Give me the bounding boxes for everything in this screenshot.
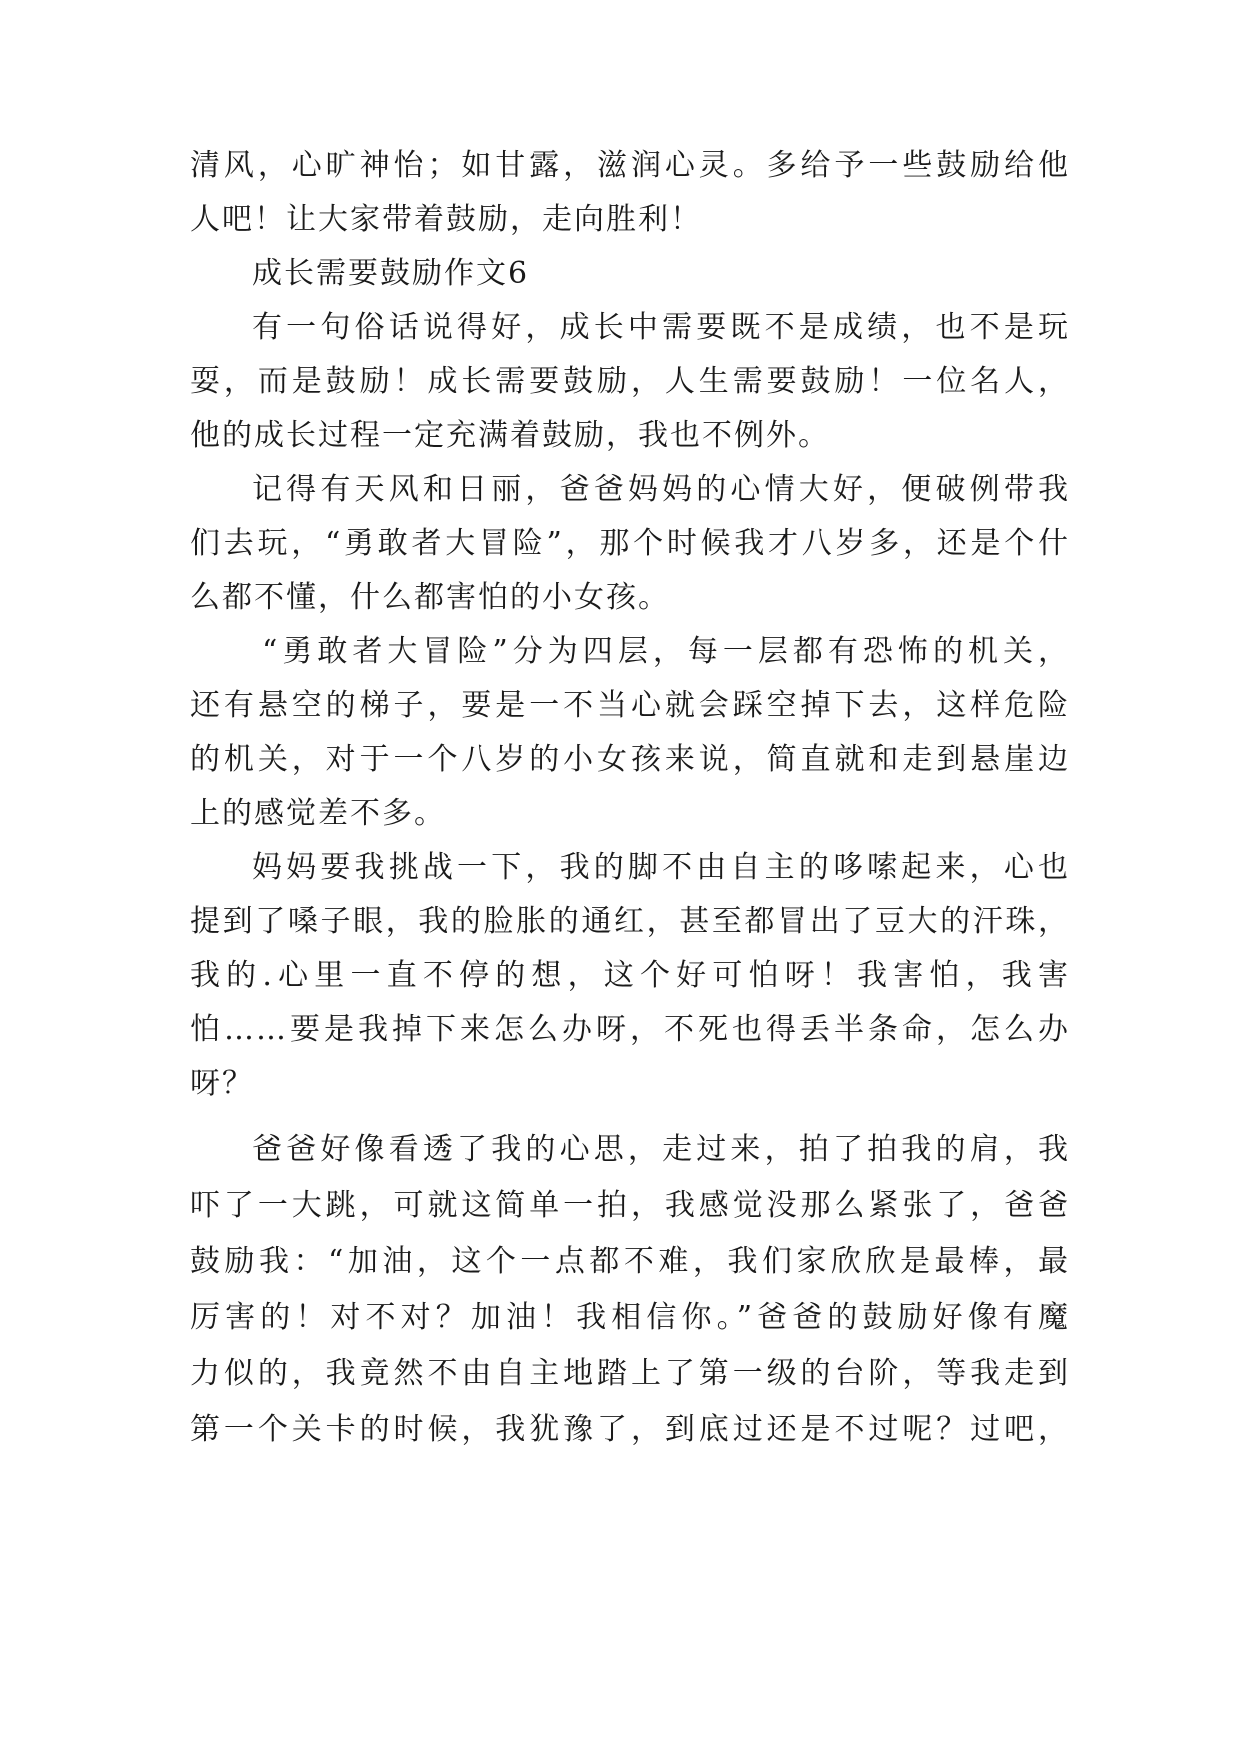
text-line: 么都不懂，什么都害怕的小女孩。 [190, 580, 670, 615]
text-line: 我的.心里一直不停的想，这个好可怕呀！我害怕，我害 [190, 958, 1070, 993]
text-line: 妈妈要我挑战一下，我的脚不由自主的哆嗦起来，心也 [252, 850, 1070, 885]
text-line: 第一个关卡的时候，我犹豫了，到底过还是不过呢？过吧， [190, 1412, 1070, 1447]
text-line: 的机关，对于一个八岁的小女孩来说，简直就和走到悬崖边 [190, 742, 1070, 777]
text-line: 清风，心旷神怡；如甘露，滋润心灵。多给予一些鼓励给他 [190, 148, 1070, 183]
text-line: 耍，而是鼓励！成长需要鼓励，人生需要鼓励！一位名人， [190, 364, 1070, 399]
text-line: 提到了嗓子眼，我的脸胀的通红，甚至都冒出了豆大的汗珠， [190, 904, 1070, 939]
text-line: 厉害的！对不对？加油！我相信你。”爸爸的鼓励好像有魔 [190, 1300, 1070, 1335]
text-line: “勇敢者大冒险”分为四层，每一层都有恐怖的机关， [262, 634, 1070, 669]
text-line: 有一句俗话说得好，成长中需要既不是成绩，也不是玩 [252, 310, 1070, 345]
text-line: 呀？ [190, 1066, 254, 1101]
text-line: 力似的，我竟然不由自主地踏上了第一级的台阶，等我走到 [190, 1356, 1070, 1391]
text-line: 他的成长过程一定充满着鼓励，我也不例外。 [190, 418, 830, 453]
text-line: 上的感觉差不多。 [190, 796, 446, 831]
text-line: 们去玩，“勇敢者大冒险”，那个时候我才八岁多，还是个什 [190, 526, 1070, 561]
text-line: 吓了一大跳，可就这简单一拍，我感觉没那么紧张了，爸爸 [190, 1188, 1070, 1223]
text-line: 怕……要是我掉下来怎么办呀，不死也得丢半条命，怎么办 [190, 1012, 1070, 1047]
text-line: 鼓励我：“加油，这个一点都不难，我们家欣欣是最棒，最 [190, 1244, 1070, 1279]
text-line: 人吧！让大家带着鼓励，走向胜利！ [190, 202, 702, 237]
section-heading: 成长需要鼓励作文6 [252, 256, 530, 291]
text-line: 记得有天风和日丽，爸爸妈妈的心情大好，便破例带我 [252, 472, 1070, 507]
text-line: 还有悬空的梯子，要是一不当心就会踩空掉下去，这样危险 [190, 688, 1070, 723]
text-line: 爸爸好像看透了我的心思，走过来，拍了拍我的肩，我 [252, 1132, 1070, 1167]
